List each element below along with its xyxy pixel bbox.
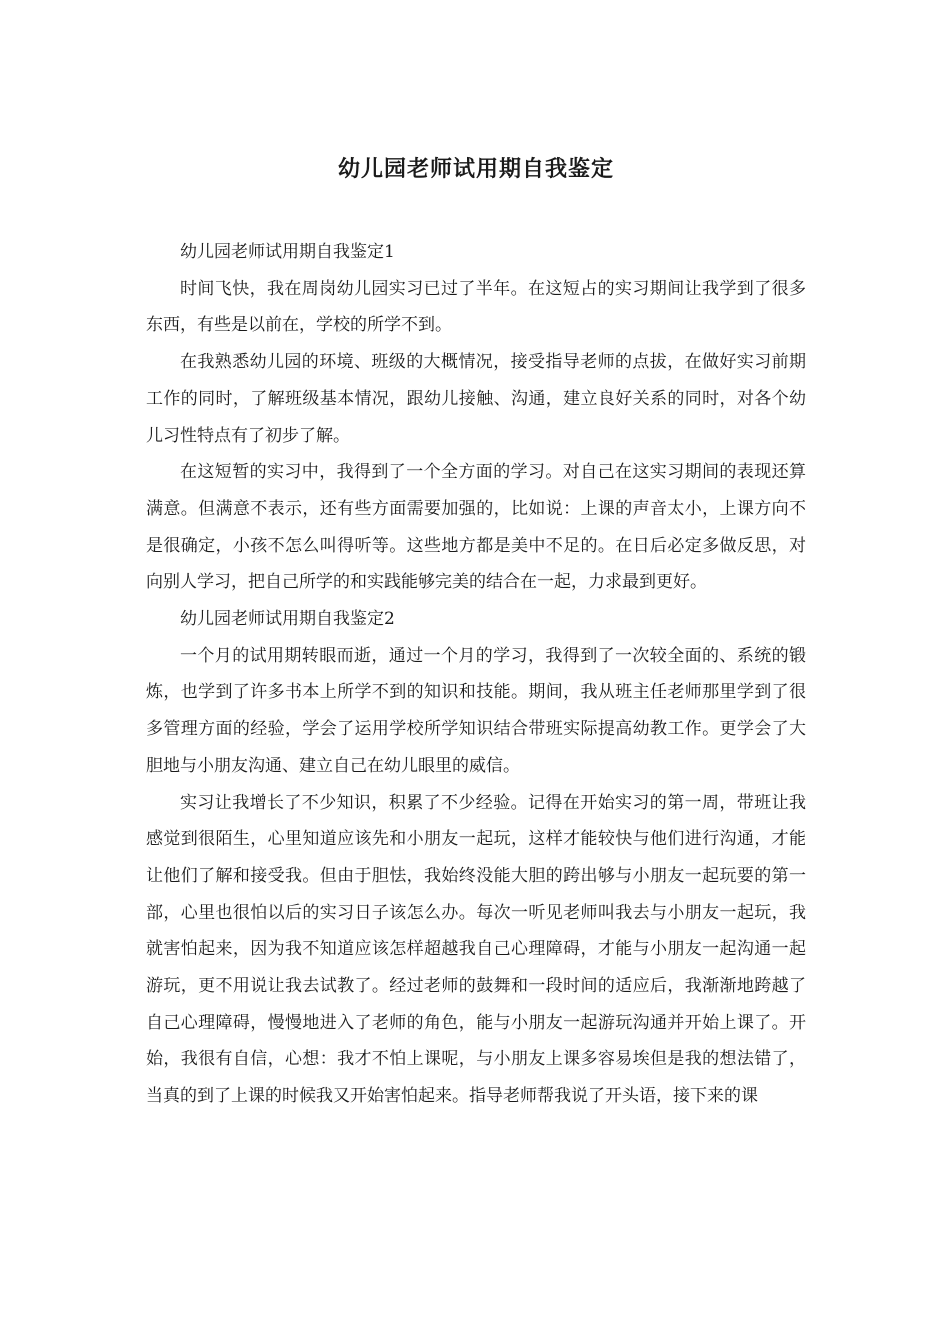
- document-body: [146, 234, 806, 1115]
- paragraph: 一个月的试用期转眼而逝，通过一个月的学习，我得到了一次较全面的、系统的锻炼，也学到了许多书本上所学不到的知识和技能。期间，我从班主任老师那里学到了很多管理方面的经验，学会了运用学校所学知识结合带班实际提高幼教工作。更学会了大胆地与小朋友沟通、建立自己在幼儿眼里的威信。: [146, 645, 806, 776]
- paragraph: 在这短暂的实习中，我得到了一个全方面的学习。对自己在这实习期间的表现还算满意。但满意不表示，还有些方面需要加强的，比如说：上课的声音太小，上课方向不是很确定，小孩不怎么叫得听等。这些地方都是美中不足的。在日后必定多做反思，对向别人学习，把自己所学的和实践能够完美的结合在一起，力求最到更好。: [146, 462, 806, 593]
- section-heading: 幼儿园老师试用期自我鉴定1: [180, 242, 395, 262]
- paragraph: 时间飞快，我在周岗幼儿园实习已过了半年。在这短占的实习期间让我学到了很多东西，有些是以前在，学校的所学不到。: [146, 278, 806, 336]
- paragraph: 在我熟悉幼儿园的环境、班级的大概情况，接受指导老师的点拔，在做好实习前期工作的同时，了解班级基本情况，跟幼儿接触、沟通，建立良好关系的同时，对各个幼儿习性特点有了初步了解。: [146, 352, 806, 446]
- section-heading: 幼儿园老师试用期自我鉴定2: [180, 609, 395, 630]
- paragraph: 实习让我增长了不少知识，积累了不少经验。记得在开始实习的第一周，带班让我感觉到很陌生，心里知道应该先和小朋友一起玩，这样才能较快与他们进行沟通，才能让他们了解和接受我。但由于胆怯，我始终没能大胆的跨出够与小朋友一起玩要的第一部，心里也很怕以后的实习日子该怎么办。每次一听见老师叫我去与小朋友一起玩，我就害怕起来，因为我不知道应该怎样超越我自己心理障碍，才能与小朋友一起沟通一起游玩，更不用说让我去试教了。经过老师的鼓舞和一段时间的适应后，我渐渐地跨越了自己心理障碍，慢慢地进入了老师的角色，能与小朋友一起游玩沟通并开始上课了。开始，我很有自信，心想：我才不怕上课呢，与小朋友上课多容易埃但是我的想法错了，当真的到了上课的时候我又开始害怕起来。指导老师帮我说了开头语，接下来的课: [146, 792, 806, 1107]
- document-title: 幼儿园老师试用期自我鉴定: [337, 157, 614, 182]
